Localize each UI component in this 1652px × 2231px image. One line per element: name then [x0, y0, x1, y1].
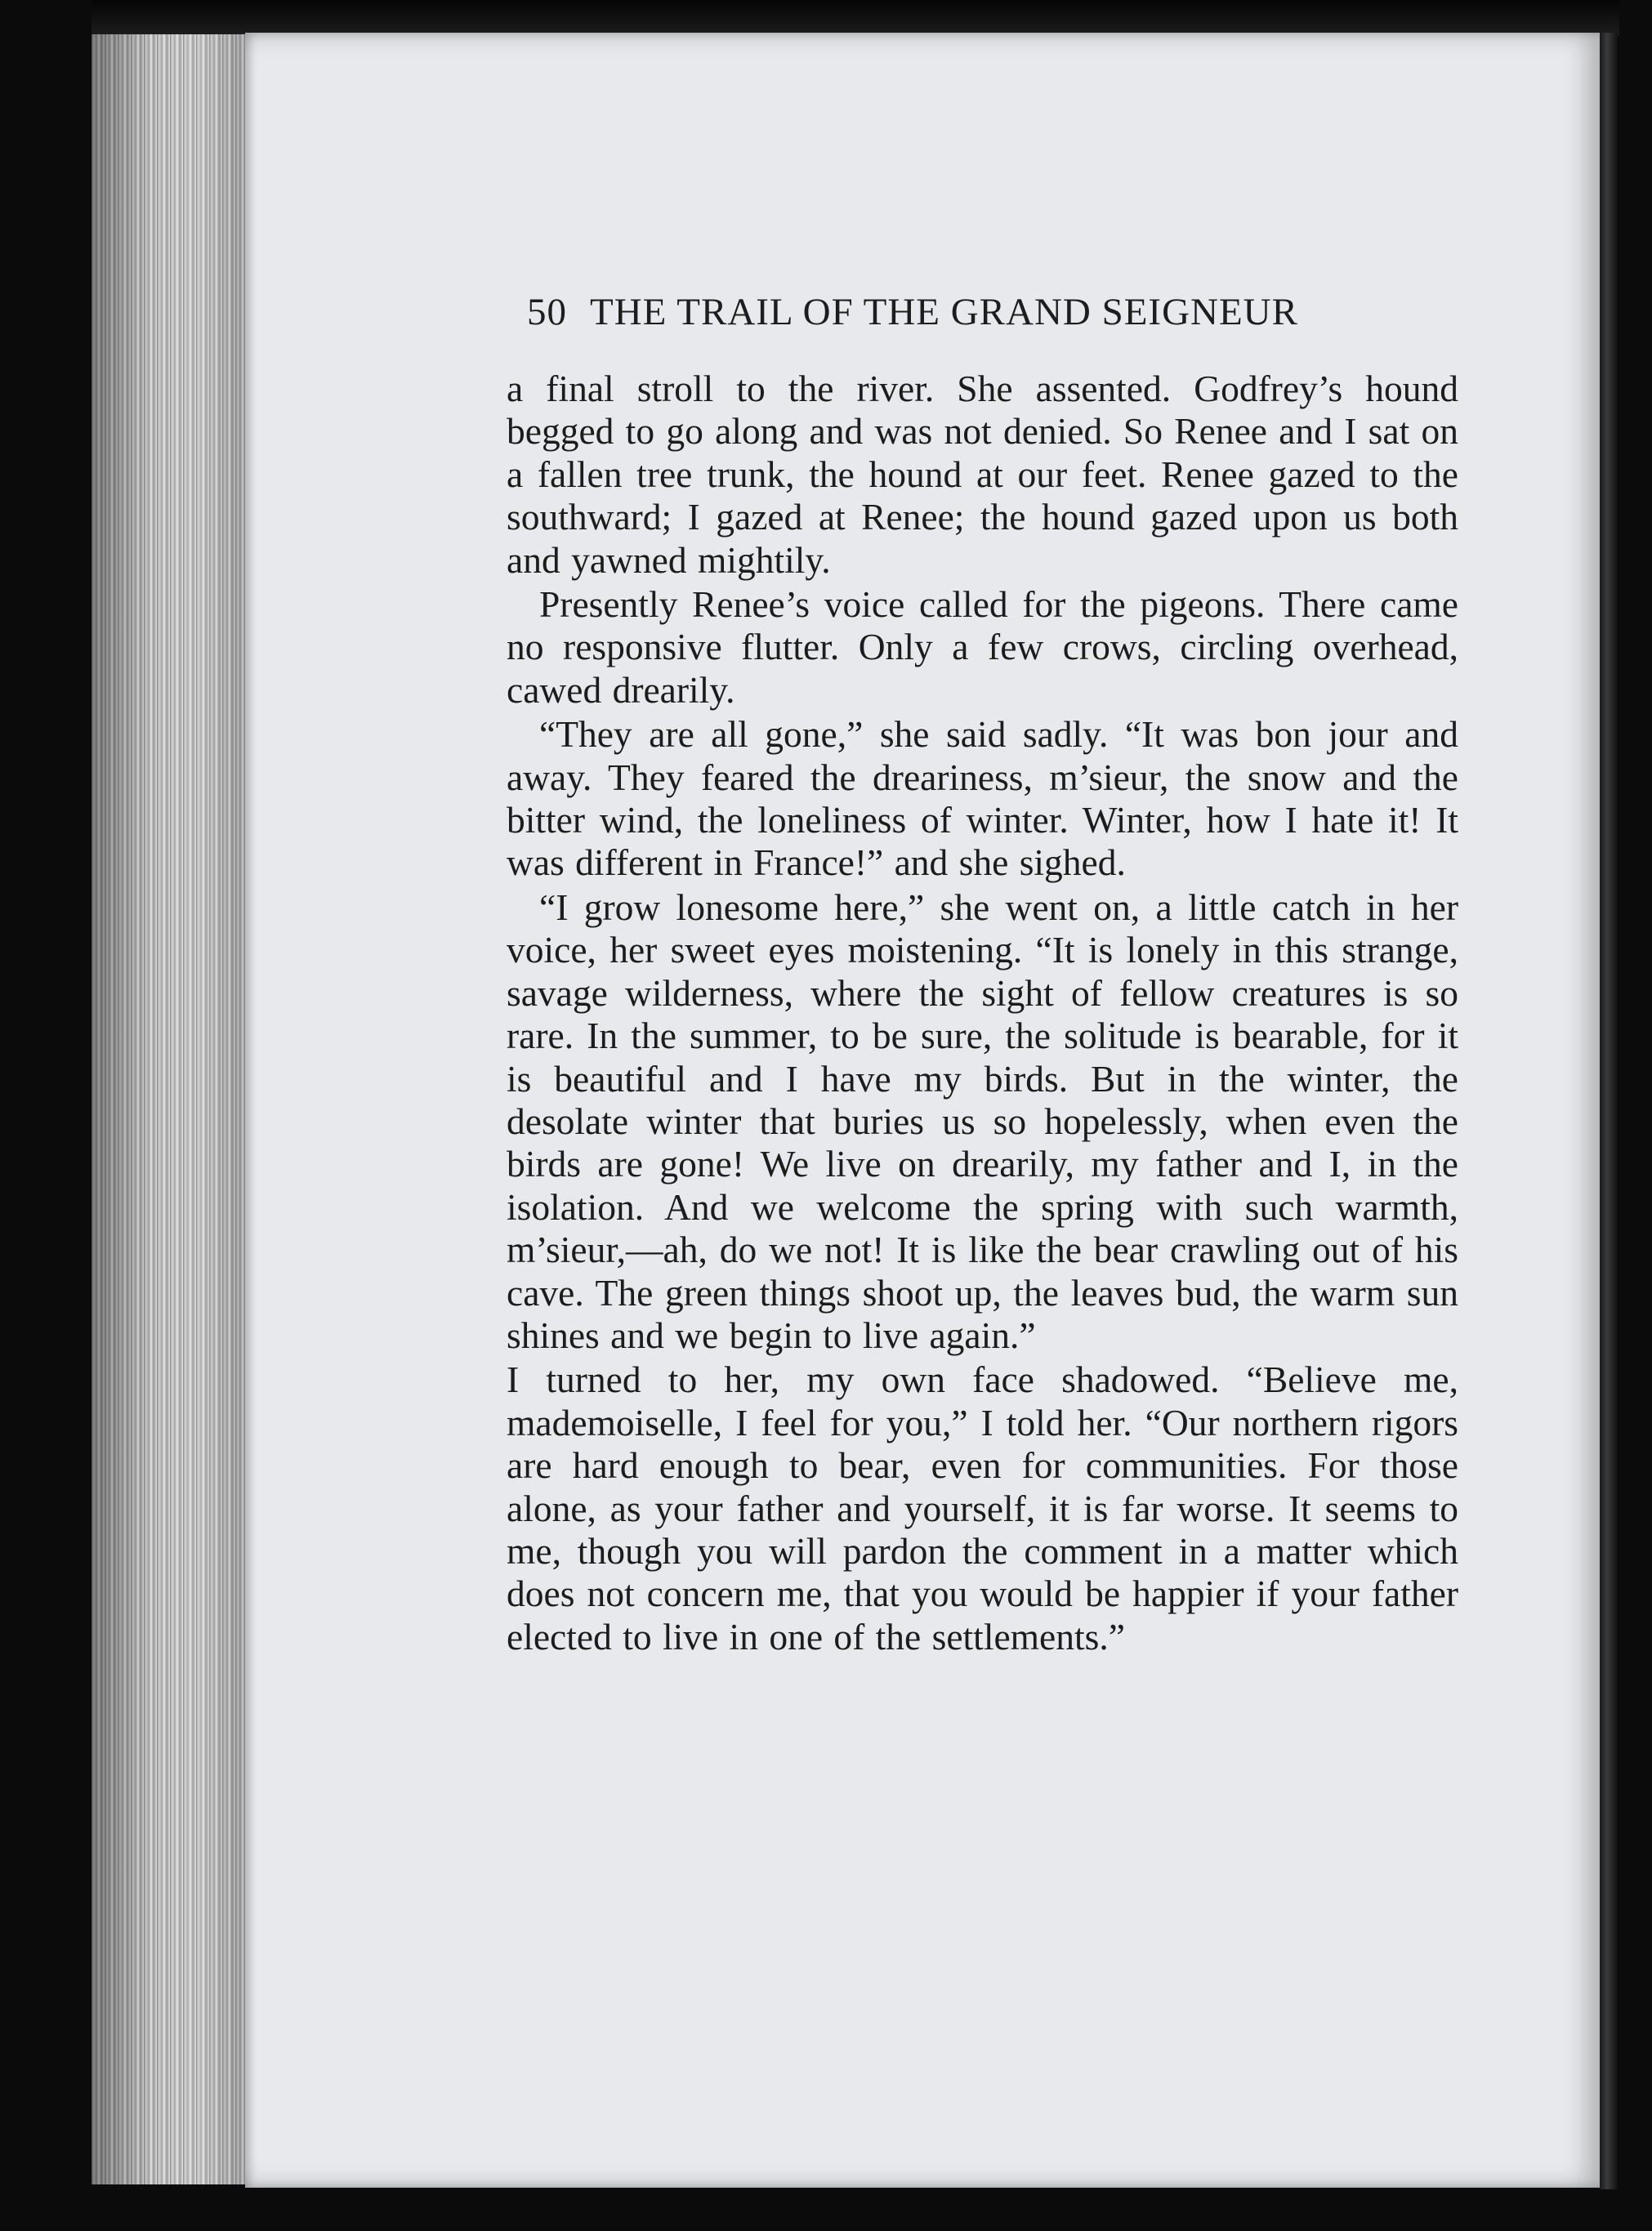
page-stack-edge	[92, 34, 247, 2184]
body-text	[507, 368, 1458, 1658]
paragraph: “I grow lonesome here,” she went on, a little catch in her voice, her sweet eyes moistening. “It is lonely in this strange, savage wilderness, where the sight of fellow creatures is so rare. In the summer, to be sure, the solitude is bearable, for it is beautiful and I have my birds. But in the winter, the desolate winter that buries us so hopelessly, when even the birds are gone! We live on drearily, my father and I, in the isolation. And we welcome the spring with such warmth, m’sieur,—ah, do we not! It is like the bear crawling out of his cave. The green things shoot up, the leaves bud, the warm sun shines and we begin to live again.”	[507, 886, 1458, 1356]
scan-top-border	[92, 0, 1619, 36]
scan-right-border	[1600, 33, 1618, 2189]
paragraph: Presently Renee’s voice called for the pigeons. There came no responsive flutter. Only a few crows, circling overhead, cawed drearily.	[507, 583, 1458, 711]
paragraph: a final stroll to the river. She assented. Godfrey’s hound begged to go along and was not denied. So Renee and I sat on a fallen tree trunk, the hound at our feet. Renee gazed to the southward; I gazed at Renee; the hound gazed upon us both and yawned mightily.	[507, 368, 1458, 581]
paragraph: I turned to her, my own face shadowed. “Believe me, mademoiselle, I feel for you,” I told her. “Our northern rigors are hard enough to bear, even for communities. For those alone, as your father and yourself, it is far worse. It seems to me, though you will pardon the comment in a matter which does not concern me, that you would be happier if your father elected to live in one of the settlements.”	[507, 1359, 1458, 1658]
paragraph: “They are all gone,” she said sadly. “It was bon jour and away. They feared the dreariness, m’sieur, the snow and the bitter wind, the loneliness of winter. Winter, how I hate it! It was different in France!” and she sighed.	[507, 713, 1458, 884]
running-header	[527, 290, 1418, 334]
page-number: 50	[527, 291, 567, 333]
running-title: THE TRAIL OF THE GRAND SEIGNEUR	[590, 291, 1298, 333]
